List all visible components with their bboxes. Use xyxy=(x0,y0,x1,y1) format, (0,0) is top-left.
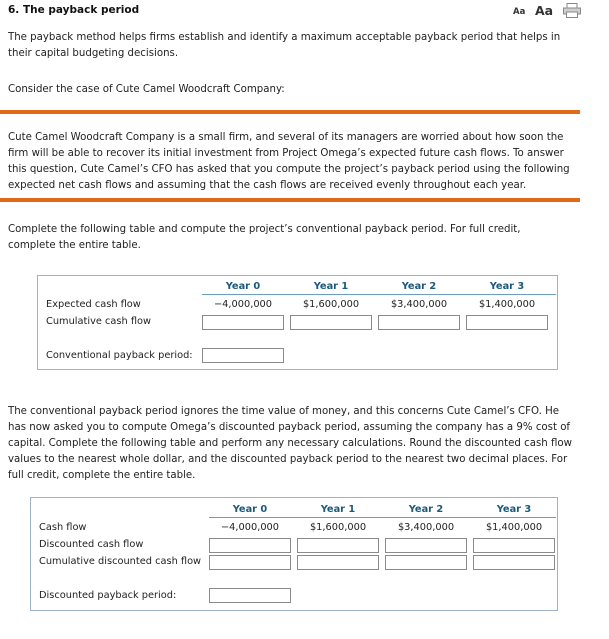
table2-header-rule xyxy=(209,517,556,518)
table2-instructions: The conventional payback period ignores the time value of money, and this concerns Cute Camel’s CFO. He has now asked you to compute Omega’s discounted payback period, assuming the company has a 9% cost of capital. Complete the following table and perform any necessary calculations. Round the discounted cash flow values to the nearest whole dollar, and the discounted payback period to the nearest two decimal places. For full credit, complete the entire table. xyxy=(8,406,572,481)
cumulative-discounted-cash-flow-label: Cumulative discounted cash flow xyxy=(39,556,202,567)
discounted-payback-label: Discounted payback period: xyxy=(39,590,177,601)
table1-header-year3: Year 3 xyxy=(489,281,525,292)
table1-instructions: Complete the following table and compute the project’s conventional payback period. For full credit, complete the entire table. xyxy=(8,224,521,251)
font-size-small-button[interactable]: Aa xyxy=(513,7,526,17)
expected-cash-flow-year2: $3,400,000 xyxy=(390,299,448,310)
conventional-payback-label: Conventional payback period: xyxy=(46,350,193,361)
cumulative-cash-flow-year0-input[interactable] xyxy=(202,315,284,330)
conventional-payback-input[interactable] xyxy=(202,348,284,363)
cash-flow-year0: −4,000,000 xyxy=(220,522,280,533)
cash-flow-year1: $1,600,000 xyxy=(309,522,367,533)
table1-header-year0: Year 0 xyxy=(225,281,261,292)
cumulative-discounted-cash-flow-year1-input[interactable] xyxy=(297,555,379,570)
cash-flow-year3: $1,400,000 xyxy=(485,522,543,533)
printer-icon[interactable] xyxy=(563,3,581,18)
table1-header-rule xyxy=(202,294,556,295)
expected-cash-flow-year0: −4,000,000 xyxy=(213,299,273,310)
cash-flow-label: Cash flow xyxy=(39,522,87,533)
consider-text: Consider the case of Cute Camel Woodcraft Company: xyxy=(8,84,285,95)
intro-text: The payback method helps firms establish and identify a maximum acceptable payback period that helps in their capital budgeting decisions. xyxy=(8,32,561,59)
cumulative-cash-flow-year3-input[interactable] xyxy=(466,315,548,330)
discounted-cash-flow-year3-input[interactable] xyxy=(473,538,555,553)
page-title: 6. The payback period xyxy=(8,4,140,16)
table2-header-year3: Year 3 xyxy=(496,504,532,515)
discounted-payback-table xyxy=(30,497,558,611)
cumulative-cash-flow-year1-input[interactable] xyxy=(290,315,372,330)
divider xyxy=(0,198,580,202)
discounted-cash-flow-year1-input[interactable] xyxy=(297,538,379,553)
cumulative-discounted-cash-flow-year3-input[interactable] xyxy=(473,555,555,570)
case-text: Cute Camel Woodcraft Company is a small firm, and several of its managers are worried about how soon the firm will be able to recover its initial investment from Project Omega’s expected future cash flows. To answer this question, Cute Camel’s CFO has asked that you compute the project’s payback period using the following expected net cash flows and assuming that the cash flows are received evenly throughout each year. xyxy=(8,132,570,191)
table1-header-year2: Year 2 xyxy=(401,281,437,292)
table2-header-year0: Year 0 xyxy=(232,504,268,515)
discounted-cash-flow-year0-input[interactable] xyxy=(209,538,291,553)
table2-header-year2: Year 2 xyxy=(408,504,444,515)
cash-flow-year2: $3,400,000 xyxy=(397,522,455,533)
table2-header-year1: Year 1 xyxy=(320,504,356,515)
discounted-cash-flow-year2-input[interactable] xyxy=(385,538,467,553)
discounted-payback-input[interactable] xyxy=(209,588,291,603)
expected-cash-flow-year3: $1,400,000 xyxy=(478,299,536,310)
discounted-cash-flow-label: Discounted cash flow xyxy=(39,539,144,550)
divider xyxy=(0,110,580,114)
cumulative-discounted-cash-flow-year2-input[interactable] xyxy=(385,555,467,570)
expected-cash-flow-year1: $1,600,000 xyxy=(302,299,360,310)
cumulative-cash-flow-year2-input[interactable] xyxy=(378,315,460,330)
cumulative-discounted-cash-flow-year0-input[interactable] xyxy=(209,555,291,570)
payback-table xyxy=(37,275,558,370)
font-size-large-button[interactable]: Aa xyxy=(535,3,554,18)
expected-cash-flow-label: Expected cash flow xyxy=(46,299,141,310)
table1-header-year1: Year 1 xyxy=(313,281,349,292)
cumulative-cash-flow-label: Cumulative cash flow xyxy=(46,316,152,327)
